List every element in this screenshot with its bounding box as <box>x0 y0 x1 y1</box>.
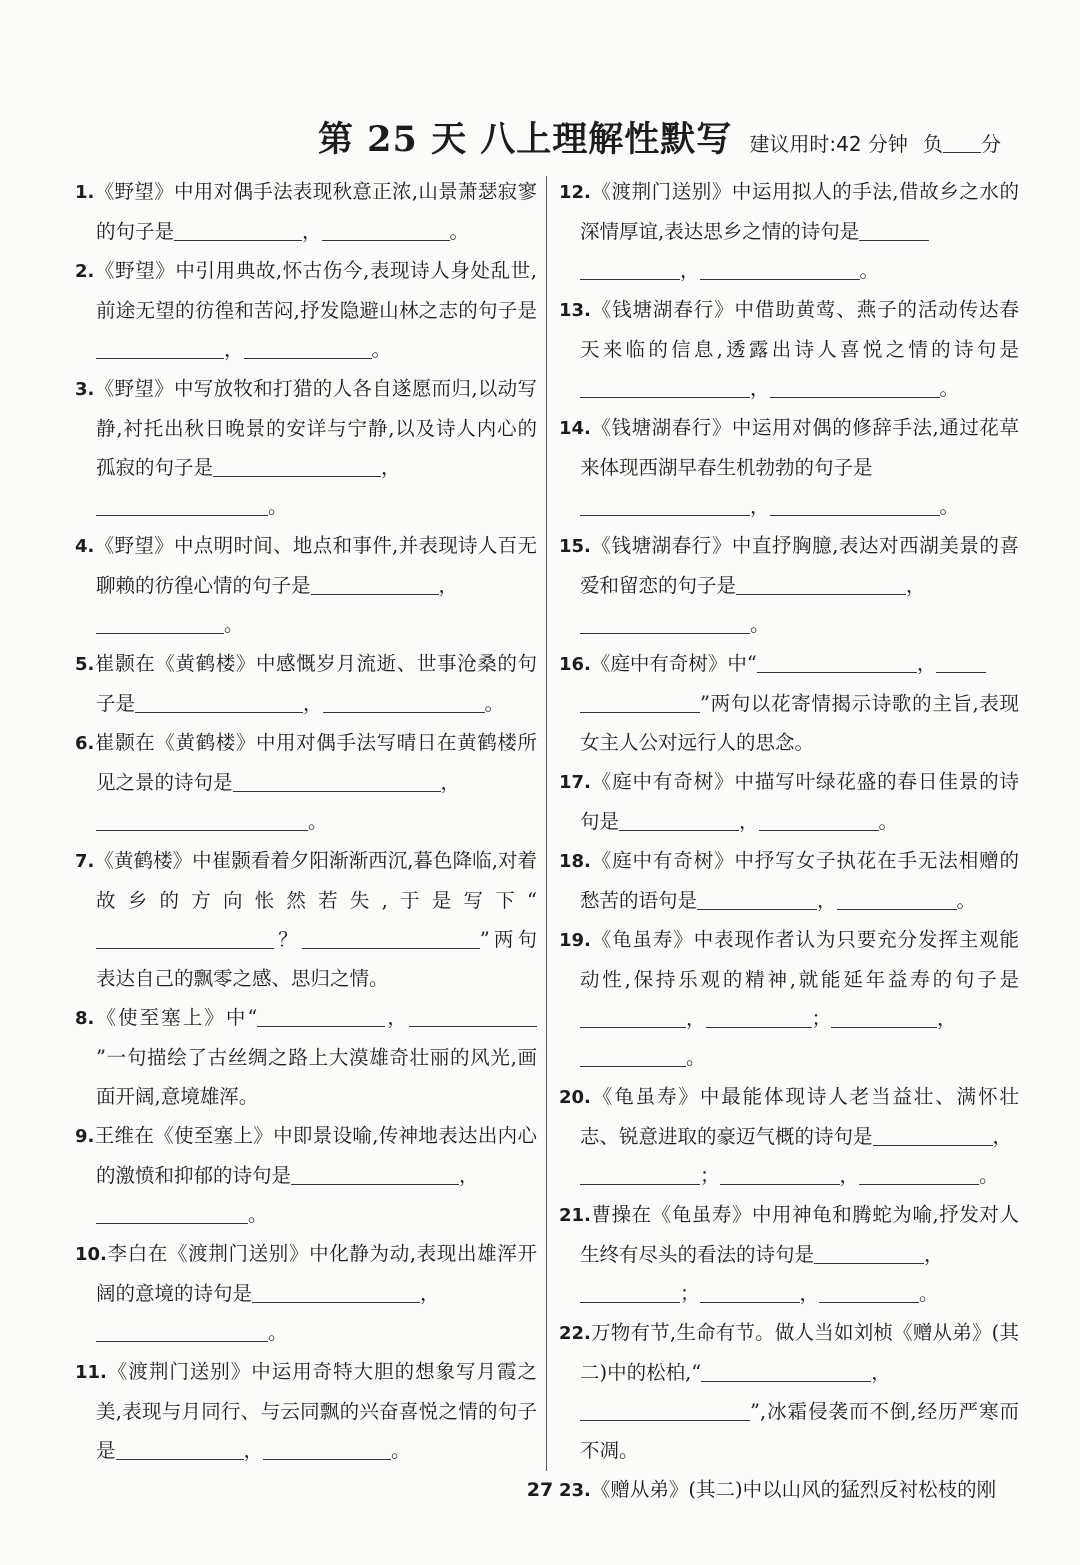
question-11: 11.《渡荆门送别》中运用奇特大胆的想象写月霞之美,表现与月同行、与云同飘的兴奋喜悦之情的句子是 ， 。 <box>75 1360 537 1462</box>
question-19: 19.《龟虽寿》中表现作者认为只要充分发挥主观能动性,保持乐观的精神,就能延年益寿的句子是， ； ， 。 <box>559 928 1019 1069</box>
answer-blank[interactable] <box>96 609 224 634</box>
answer-blank[interactable] <box>580 1278 680 1303</box>
answer-blank[interactable] <box>736 570 906 595</box>
question-1: 1.《野望》中用对偶手法表现秋意正浓,山景萧瑟寂寥的句子是 ， 。 <box>75 180 537 243</box>
suggested-time: 建议用时:42 分钟 <box>749 132 908 156</box>
question-17: 17.《庭中有奇树》中描写叶绿花盛的春日佳景的诗句是 ， 。 <box>559 770 1019 833</box>
answer-blank[interactable] <box>697 885 817 910</box>
answer-blank[interactable] <box>700 255 860 280</box>
answer-blank[interactable] <box>252 1278 420 1303</box>
question-23: 23.《赠从弟》(其二)中以山风的猛烈反衬松枝的刚 <box>559 1478 997 1501</box>
answer-blank[interactable] <box>580 1396 750 1421</box>
column-divider <box>546 176 547 1471</box>
question-14: 14.《钱塘湖春行》中运用对偶的修辞手法,通过花草来体现西湖早春生机勃勃的句子是 ， 。 <box>559 416 1019 518</box>
answer-blank[interactable] <box>96 924 274 949</box>
answer-blank[interactable] <box>580 373 750 398</box>
right-column <box>559 172 1019 1510</box>
score-blank[interactable] <box>943 132 981 153</box>
page-number: 27 <box>526 1479 554 1501</box>
answer-blank[interactable] <box>323 688 485 713</box>
answer-blank[interactable] <box>770 373 940 398</box>
answer-blank[interactable] <box>311 570 439 595</box>
answer-blank[interactable] <box>580 609 750 634</box>
answer-blank[interactable] <box>233 767 441 792</box>
answer-blank[interactable] <box>213 452 381 477</box>
question-21: 21.曹操在《龟虽寿》中用神龟和腾蛇为喻,抒发对人生终有尽头的看法的诗句是 ， ； ， 。 <box>559 1203 1019 1305</box>
answer-blank[interactable] <box>770 491 940 516</box>
page-title: 第 25 天 八上理解性默写 <box>318 119 733 160</box>
answer-blank[interactable] <box>322 216 450 241</box>
answer-blank[interactable] <box>837 885 957 910</box>
answer-blank[interactable] <box>302 924 480 949</box>
answer-blank[interactable] <box>257 1002 385 1027</box>
answer-blank[interactable] <box>96 806 308 831</box>
answer-blank[interactable] <box>291 1160 459 1185</box>
answer-blank[interactable] <box>759 806 879 831</box>
question-8: 8.《使至塞上》中“ ，”一句描绘了古丝绸之路上大漠雄奇壮丽的风光,画面开阔,意境雄浑。 <box>75 998 537 1116</box>
answer-blank[interactable] <box>244 334 372 359</box>
answer-blank[interactable] <box>859 216 929 241</box>
answer-blank[interactable] <box>873 1121 993 1146</box>
answer-blank[interactable] <box>701 1357 871 1382</box>
score-label: 负 分 <box>923 132 1001 156</box>
question-6: 6.崔颢在《黄鹤楼》中用对偶手法写晴日在黄鹤楼所见之景的诗句是 ， 。 <box>75 731 537 833</box>
answer-blank[interactable] <box>174 216 302 241</box>
answer-blank[interactable] <box>135 688 303 713</box>
answer-blank[interactable] <box>936 648 986 673</box>
question-12: 12.《渡荆门送别》中运用拟人的手法,借故乡之水的深情厚谊,表达思乡之情的诗句是 ， 。 <box>559 180 1019 282</box>
answer-blank[interactable] <box>814 1239 924 1264</box>
answer-blank[interactable] <box>409 1002 537 1027</box>
question-22: 22.万物有节,生命有节。做人当如刘桢《赠从弟》(其二)中的松柏,“ ， ”,冰霜侵袭而不倒,经历严寒而不凋。 <box>559 1321 1019 1462</box>
question-2: 2.《野望》中引用典故,怀古伤今,表现诗人身处乱世,前途无望的彷徨和苦闷,抒发隐避山林之志的句子是， 。 <box>75 259 537 361</box>
question-5: 5.崔颢在《黄鹤楼》中感慨岁月流逝、世事沧桑的句子是 ， 。 <box>75 652 537 715</box>
answer-blank[interactable] <box>580 1160 700 1185</box>
answer-blank[interactable] <box>700 1278 800 1303</box>
answer-blank[interactable] <box>706 1003 812 1028</box>
answer-blank[interactable] <box>96 334 224 359</box>
answer-blank[interactable] <box>96 1317 268 1342</box>
question-16: 16.《庭中有奇树》中“ ， ”两句以花寄情揭示诗歌的主旨,表现女主人公对远行人的思念。 <box>559 644 1019 762</box>
answer-blank[interactable] <box>263 1435 391 1460</box>
question-7: 7.《黄鹤楼》中崔颢看着夕阳渐渐西沉,暮色降临,对着故乡的方向怅然若失,于是写下“？ ”两句表达自己的飘零之感、思归之情。 <box>75 849 537 990</box>
question-13: 13.《钱塘湖春行》中借助黄莺、燕子的活动传达春天来临的信息,透露出诗人喜悦之情的诗句是， 。 <box>559 298 1019 400</box>
answer-blank[interactable] <box>720 1160 840 1185</box>
question-10: 10.李白在《渡荆门送别》中化静为动,表现出雄浑开阔的意境的诗句是 ， 。 <box>75 1242 537 1344</box>
page-header <box>318 112 1058 172</box>
answer-blank[interactable] <box>819 1278 919 1303</box>
answer-blank[interactable] <box>757 648 917 673</box>
question-9: 9.王维在《使至塞上》中即景设喻,传神地表达出内心的激愤和抑郁的诗句是 ， 。 <box>75 1124 537 1226</box>
answer-blank[interactable] <box>116 1435 244 1460</box>
answer-blank[interactable] <box>96 1199 248 1224</box>
answer-blank[interactable] <box>580 1042 686 1067</box>
left-column <box>75 172 537 1470</box>
question-4: 4.《野望》中点明时间、地点和事件,并表现诗人百无聊赖的彷徨心情的句子是 ， 。 <box>75 534 537 636</box>
answer-blank[interactable] <box>96 491 268 516</box>
answer-blank[interactable] <box>859 1160 979 1185</box>
answer-blank[interactable] <box>580 491 750 516</box>
answer-blank[interactable] <box>580 688 700 713</box>
question-20: 20.《龟虽寿》中最能体现诗人老当益壮、满怀壮志、锐意进取的豪迈气概的诗句是 ， ； ， 。 <box>559 1085 1019 1187</box>
answer-blank[interactable] <box>580 1003 686 1028</box>
question-18: 18.《庭中有奇树》中抒写女子执花在手无法相赠的愁苦的语句是 ， 。 <box>559 849 1019 912</box>
answer-blank[interactable] <box>619 806 739 831</box>
question-15: 15.《钱塘湖春行》中直抒胸臆,表达对西湖美景的喜爱和留恋的句子是 ， 。 <box>559 534 1019 636</box>
answer-blank[interactable] <box>580 255 680 280</box>
answer-blank[interactable] <box>831 1003 937 1028</box>
question-3: 3.《野望》中写放牧和打猎的人各自遂愿而归,以动写静,衬托出秋日晚景的安详与宁静,以及诗人内心的孤寂的句子是 ， 。 <box>75 377 537 518</box>
